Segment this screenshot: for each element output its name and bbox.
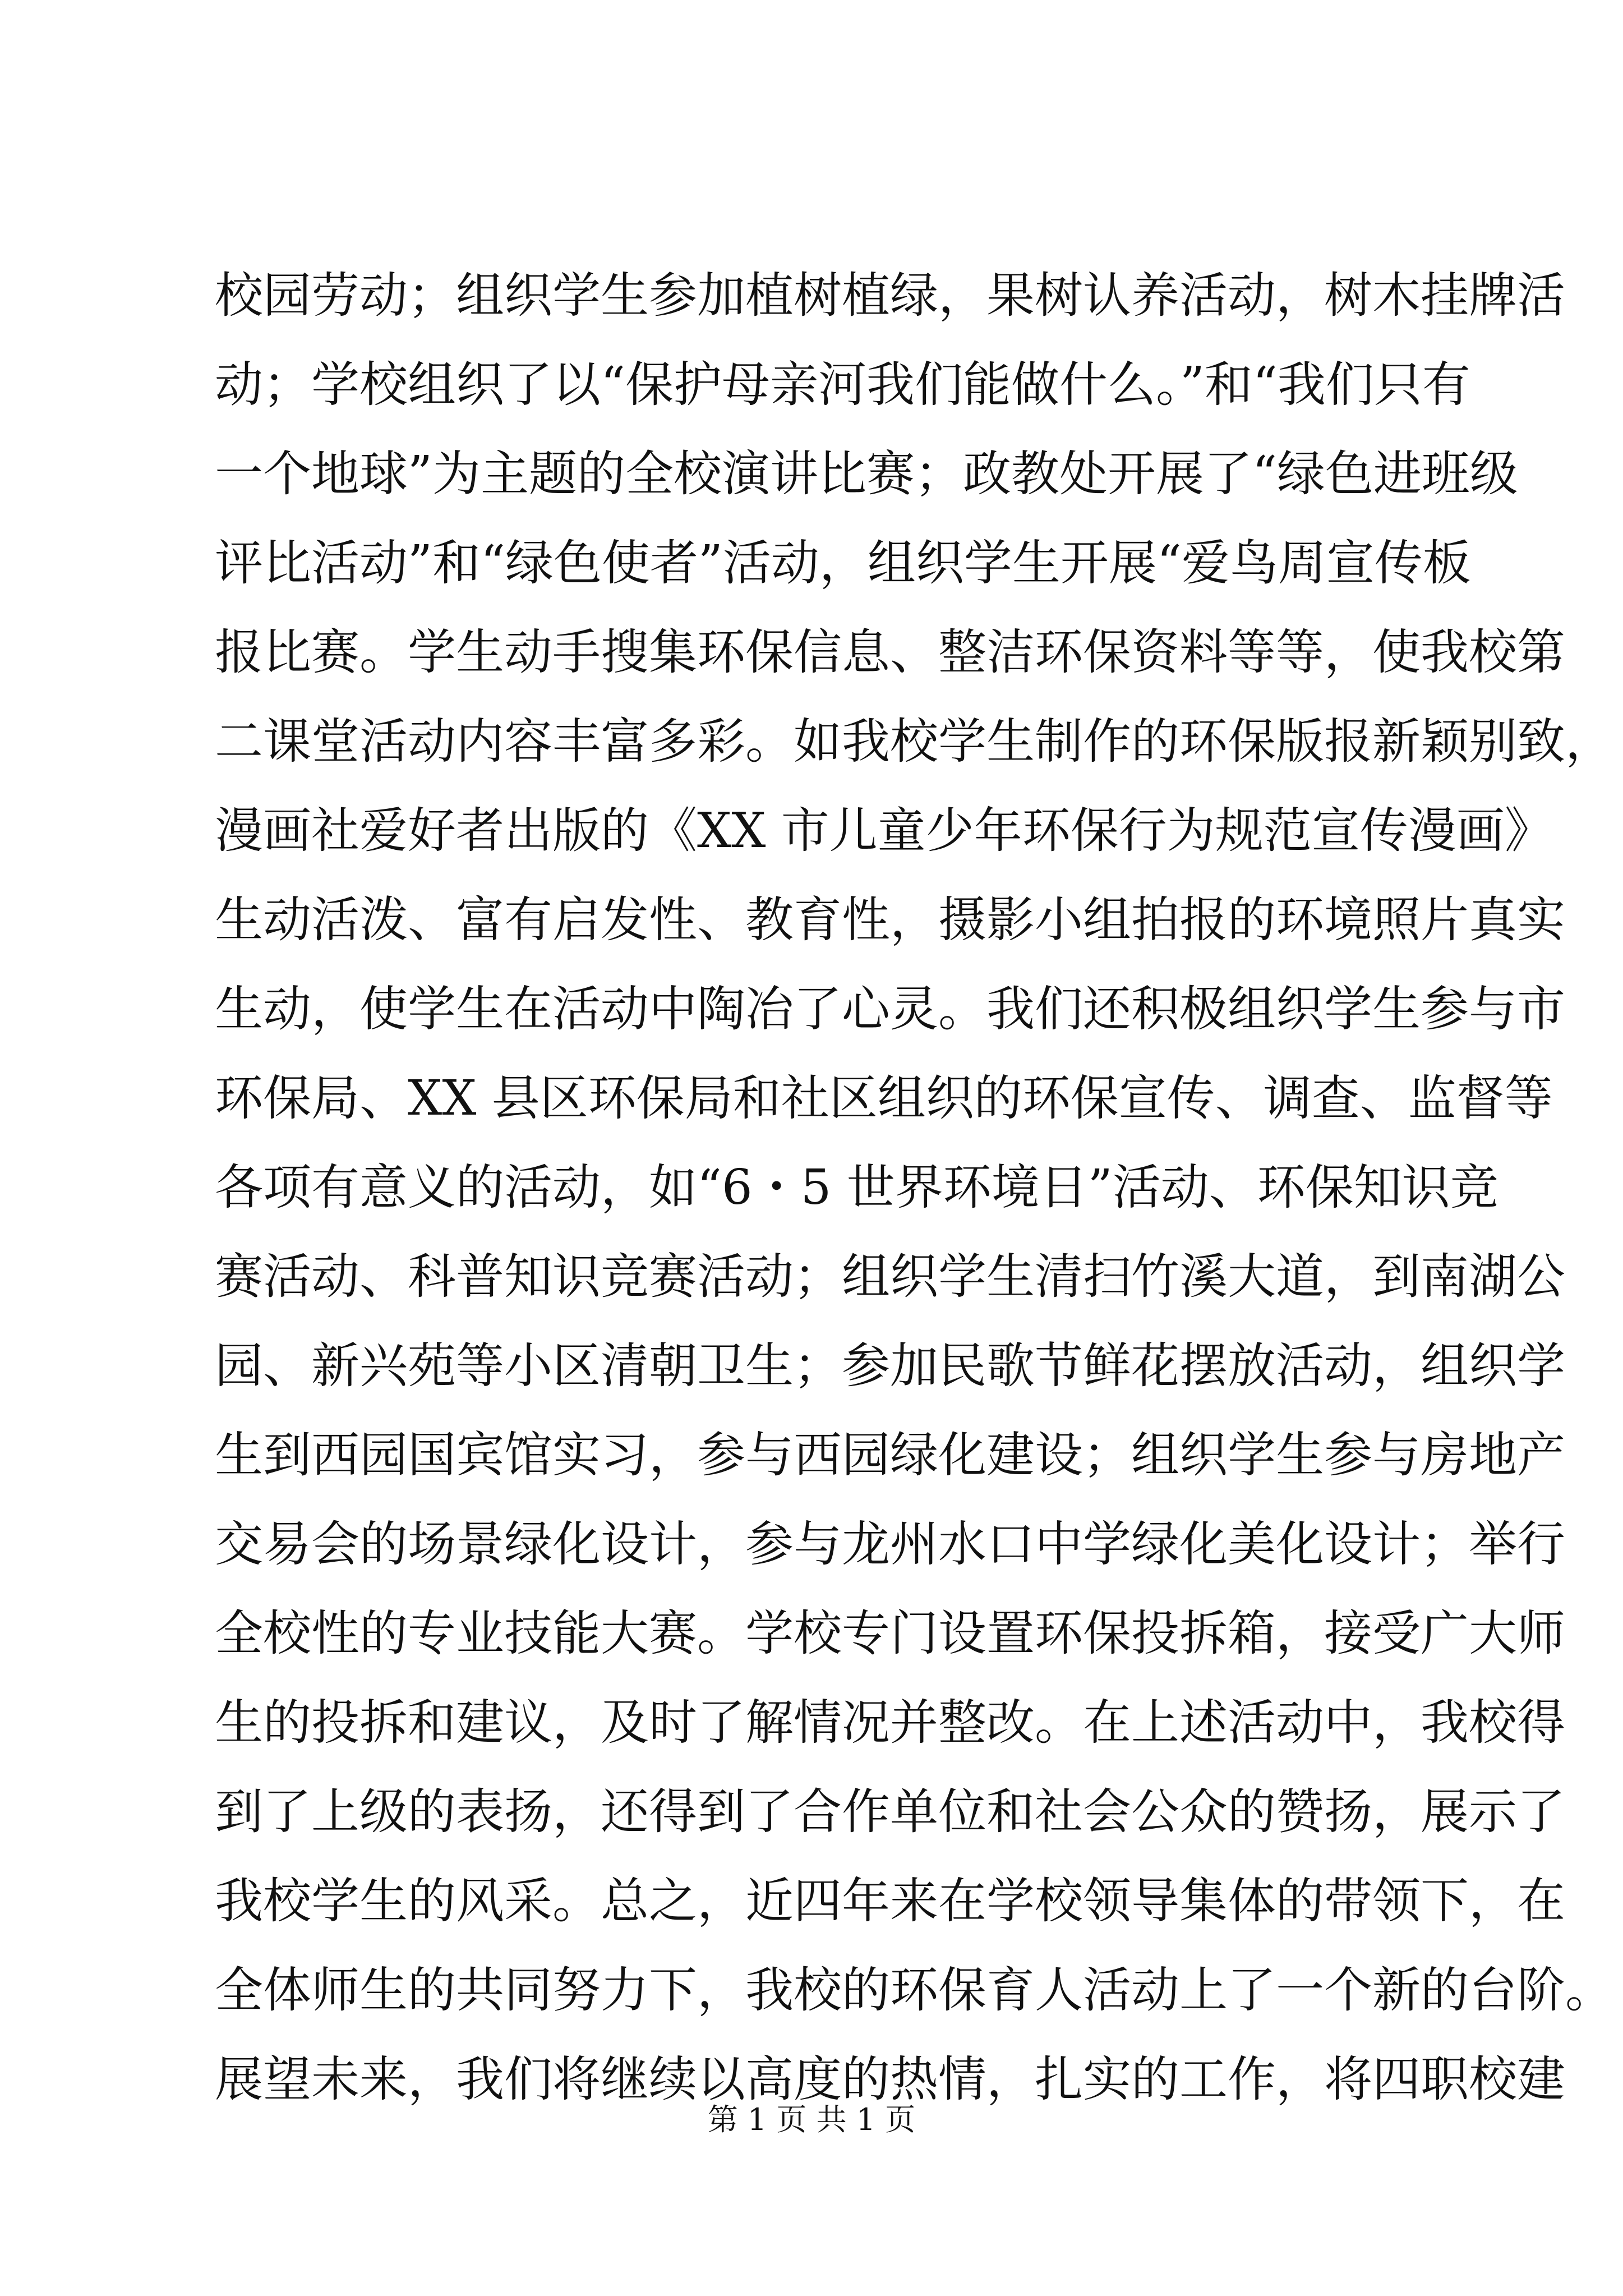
text-line: 到了上级的表扬，还得到了合作单位和社会公众的赞扬，展示了 — [215, 1784, 1565, 1840]
text-line: 报比赛。学生动手搜集环保信息、整洁环保资料等等，使我校第 — [215, 624, 1565, 680]
text-line: 我校学生的风采。总之，近四年来在学校领导集体的带领下，在 — [215, 1873, 1565, 1929]
text-line: 二课堂活动内容丰富多彩。如我校学生制作的环保版报新颖别致， — [215, 714, 1613, 770]
text-line: 生的投拆和建议，及时了解情况并整改。在上述活动中，我校得 — [215, 1695, 1565, 1751]
text-line: 生动，使学生在活动中陶冶了心灵。我们还积极组织学生参与市 — [215, 981, 1565, 1037]
text-line: 生动活泼、富有启发性、教育性，摄影小组拍报的环境照片真实 — [215, 892, 1565, 948]
text-line: 动；学校组织了以“保护母亲河我们能做什么。”和“我们只有 — [215, 357, 1470, 413]
text-line: 赛活动、科普知识竞赛活动；组织学生清扫竹溪大道，到南湖公 — [215, 1249, 1565, 1305]
text-line: 校园劳动；组织学生参加植树植绿，果树认养活动，树木挂牌活 — [215, 268, 1565, 324]
text-line: 环保局、XX 县区环保局和社区组织的环保宣传、调查、监督等 — [215, 1070, 1553, 1126]
text-line: 各项有意义的活动，如“6・5 世界环境日”活动、环保知识竞 — [215, 1159, 1498, 1216]
text-line: 全校性的专业技能大赛。学校专门设置环保投拆箱，接受广大师 — [215, 1605, 1565, 1662]
text-line: 展望未来，我们将继续以高度的热情，扎实的工作，将四职校建 — [215, 2051, 1565, 2108]
body-text — [215, 251, 1613, 2124]
text-line: 交易会的场景绿化设计，参与龙州水口中学绿化美化设计；举行 — [215, 1516, 1565, 1572]
text-line: 评比活动”和“绿色使者”活动，组织学生开展“爱鸟周宣传板 — [215, 535, 1471, 591]
page-footer: 第 1 页 共 1 页 — [707, 2102, 916, 2137]
text-line: 一个地球”为主题的全校演讲比赛；政教处开展了“绿色进班级 — [215, 446, 1518, 502]
text-line: 园、新兴苑等小区清朝卫生；参加民歌节鲜花摆放活动，组织学 — [215, 1338, 1565, 1394]
text-line: 漫画社爱好者出版的《XX 市儿童少年环保行为规范宣传漫画》 — [215, 803, 1553, 859]
text-line: 全体师生的共同努力下，我校的环保育人活动上了一个新的台阶。 — [215, 1962, 1613, 2018]
text-line: 生到西园国宾馆实习，参与西园绿化建设；组织学生参与房地产 — [215, 1427, 1565, 1483]
